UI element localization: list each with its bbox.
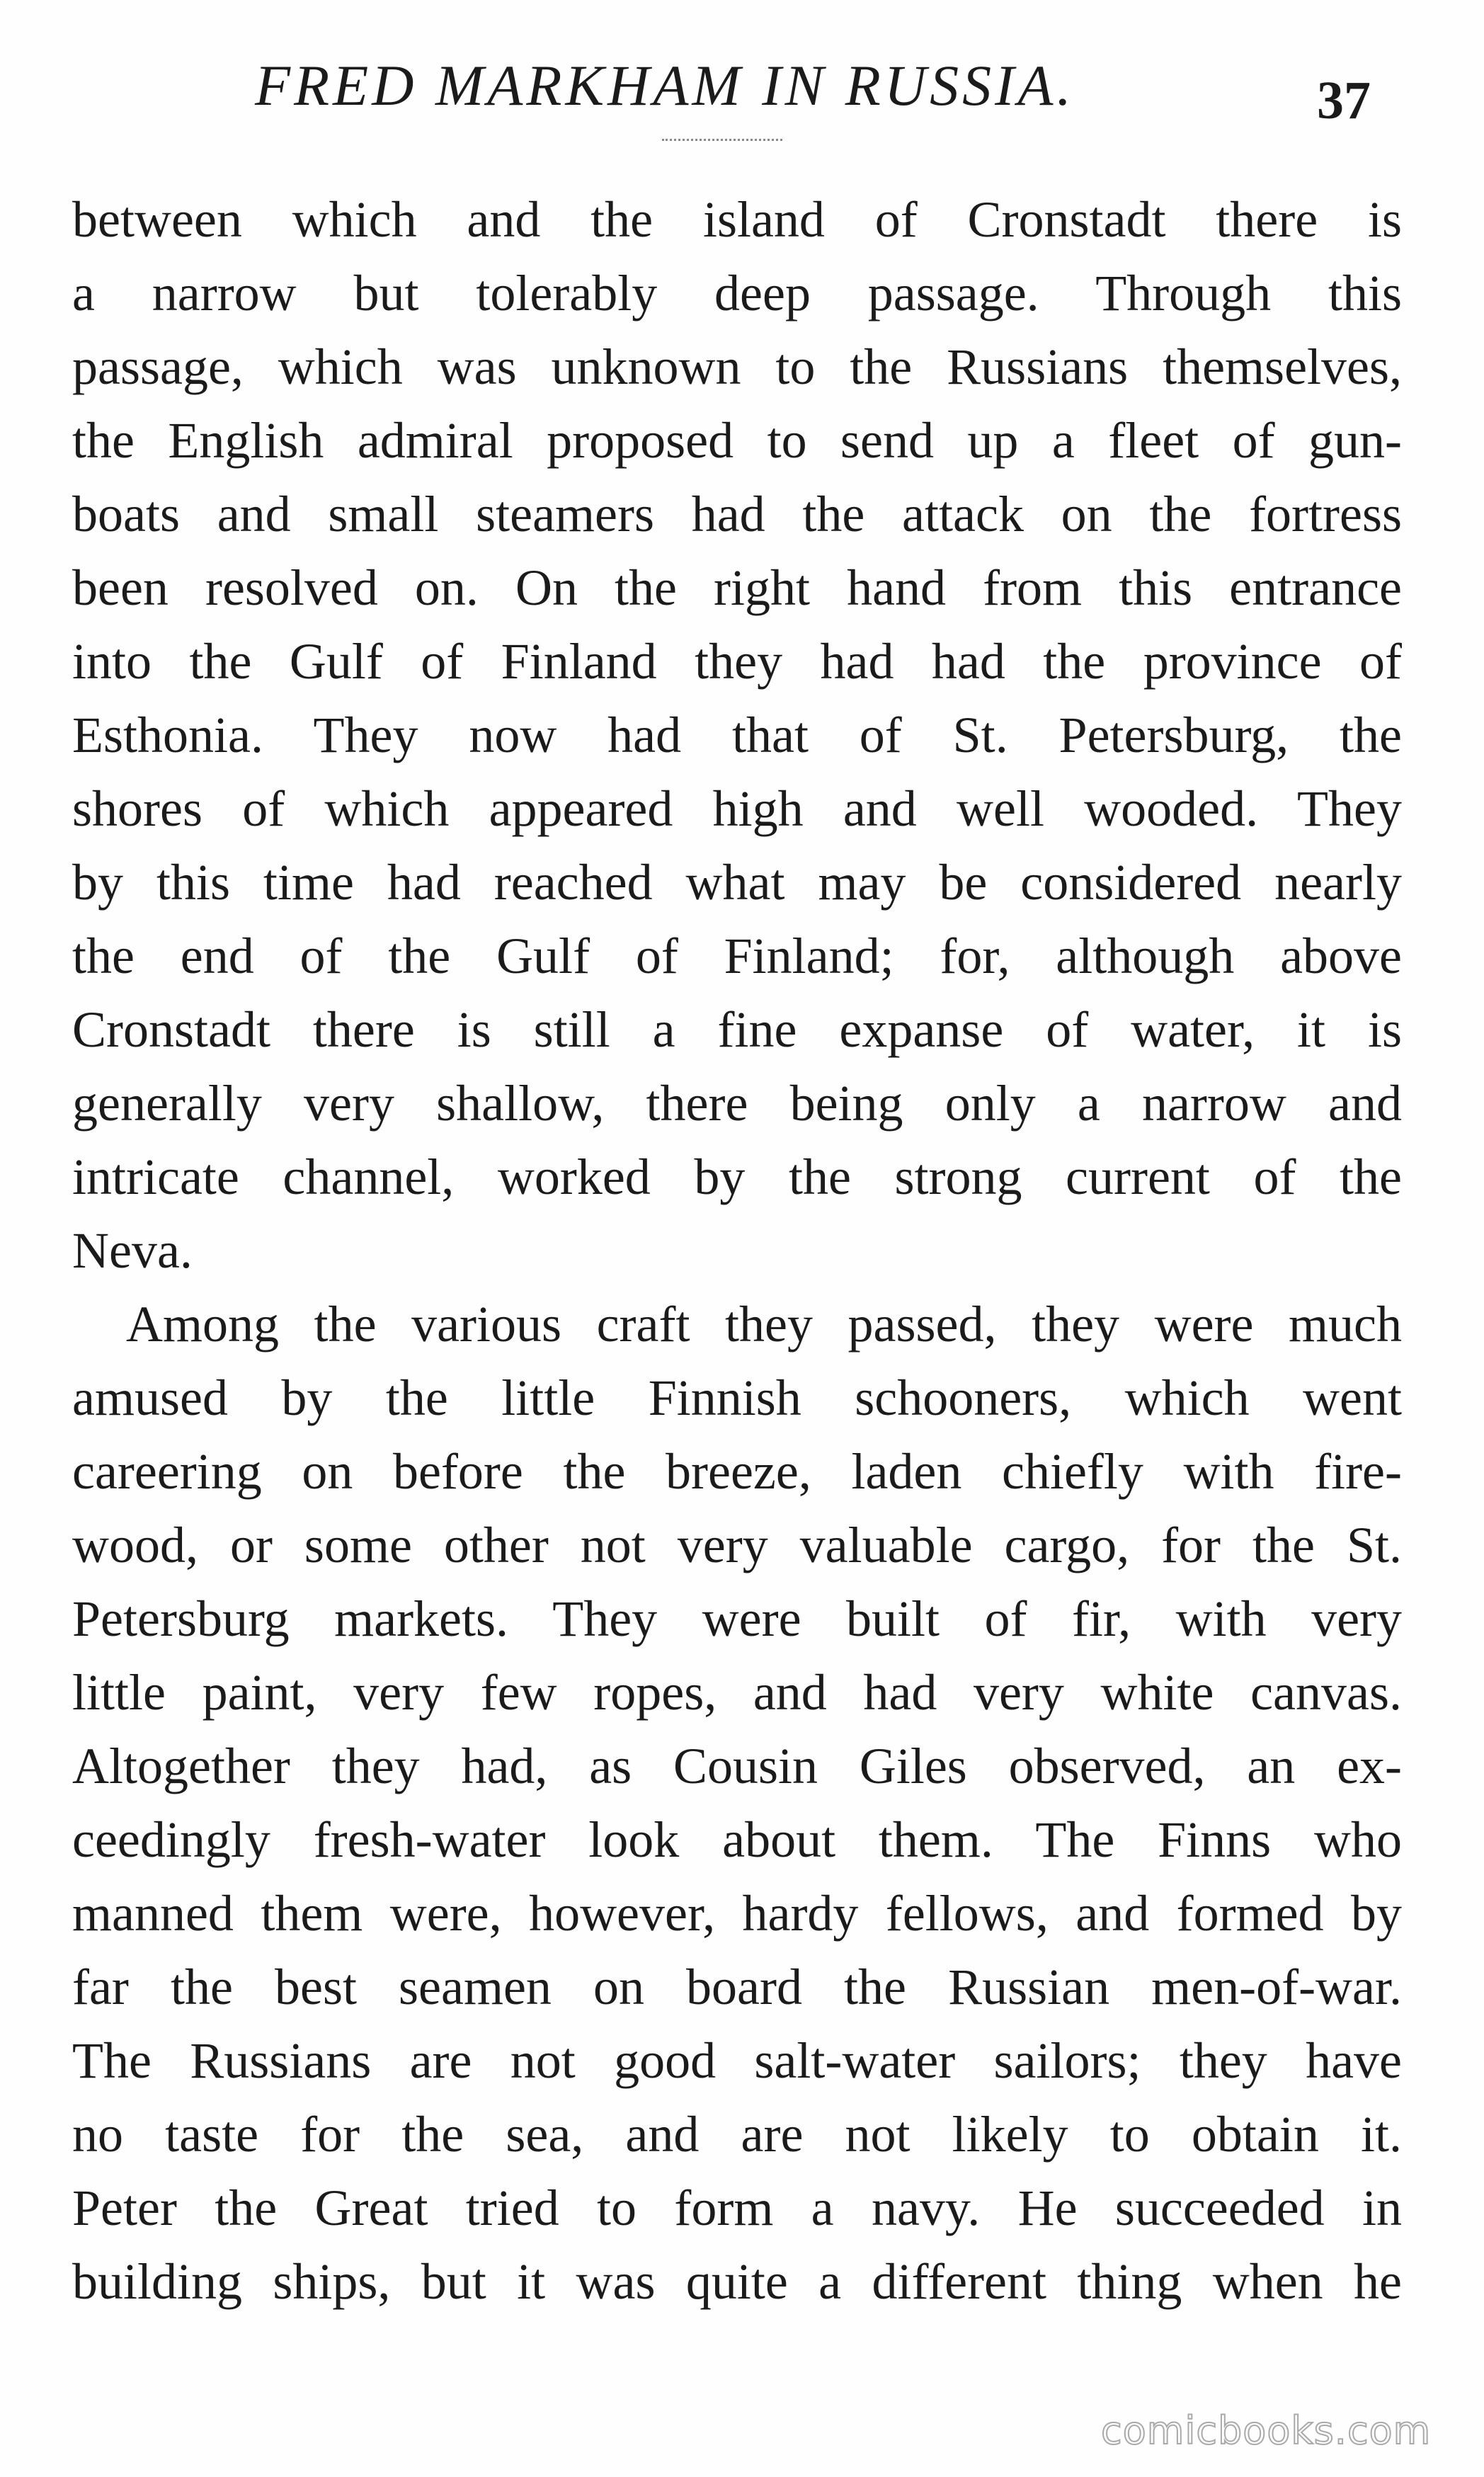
text-line: been resolved on. On the right hand from this entrance — [72, 559, 1402, 616]
text-line: far the best seamen on board the Russian men-of-war. — [72, 1959, 1402, 2015]
text-line: the English admiral proposed to send up a fleet of gun- — [72, 412, 1402, 469]
text-line: between which and the island of Cronstadt there is — [72, 191, 1402, 248]
text-line: Altogether they had, as Cousin Giles observed, an ex- — [72, 1738, 1402, 1794]
text-line: Among the various craft they passed, they were much — [126, 1296, 1402, 1353]
paragraph-2 — [72, 1287, 1402, 2318]
text-line: amused by the little Finnish schooners, which went — [72, 1370, 1402, 1426]
paragraph-1 — [72, 183, 1402, 1287]
text-line: intricate channel, worked by the strong current of the — [72, 1149, 1402, 1205]
text-line: the end of the Gulf of Finland; for, although above — [72, 928, 1402, 984]
text-line: passage, which was unknown to the Russians themselves, — [72, 338, 1402, 395]
text-line: generally very shallow, there being only a narrow and — [72, 1075, 1402, 1132]
watermark: comicbooks.com — [1101, 2408, 1432, 2453]
text-line: Petersburg markets. They were built of fir, with very — [72, 1590, 1402, 1647]
body-text — [72, 183, 1402, 2318]
text-line: manned them were, however, hardy fellows, and formed by — [72, 1885, 1402, 1942]
text-line: into the Gulf of Finland they had had the province of — [72, 633, 1402, 690]
text-line: ceedingly fresh-water look about them. The Finns who — [72, 1811, 1402, 1868]
page-number: 37 — [1317, 71, 1371, 130]
text-line: a narrow but tolerably deep passage. Through this — [72, 265, 1402, 321]
text-line: shores of which appeared high and well wooded. They — [72, 780, 1402, 837]
text-line: careering on before the breeze, laden chiefly with fire- — [72, 1443, 1402, 1500]
text-line: wood, or some other not very valuable cargo, for the St. — [72, 1517, 1402, 1573]
text-line: Cronstadt there is still a fine expanse of water, it is — [72, 1001, 1402, 1058]
text-line: The Russians are not good salt-water sailors; they have — [72, 2032, 1402, 2089]
text-line: Peter the Great tried to form a navy. He succeeded in — [72, 2180, 1402, 2236]
header-divider — [662, 139, 782, 144]
text-line: by this time had reached what may be considered nearly — [72, 854, 1402, 911]
text-line: building ships, but it was quite a different thing when he — [72, 2253, 1402, 2310]
text-line: no taste for the sea, and are not likely to obtain it. — [72, 2106, 1402, 2163]
text-line: little paint, very few ropes, and had very white canvas. — [72, 1664, 1402, 1721]
text-line: Neva. — [72, 1222, 193, 1279]
text-line: boats and small steamers had the attack on the fortress — [72, 486, 1402, 542]
running-title: FRED MARKHAM IN RUSSIA. — [255, 53, 1075, 118]
text-line: Esthonia. They now had that of St. Petersburg, the — [72, 707, 1402, 763]
